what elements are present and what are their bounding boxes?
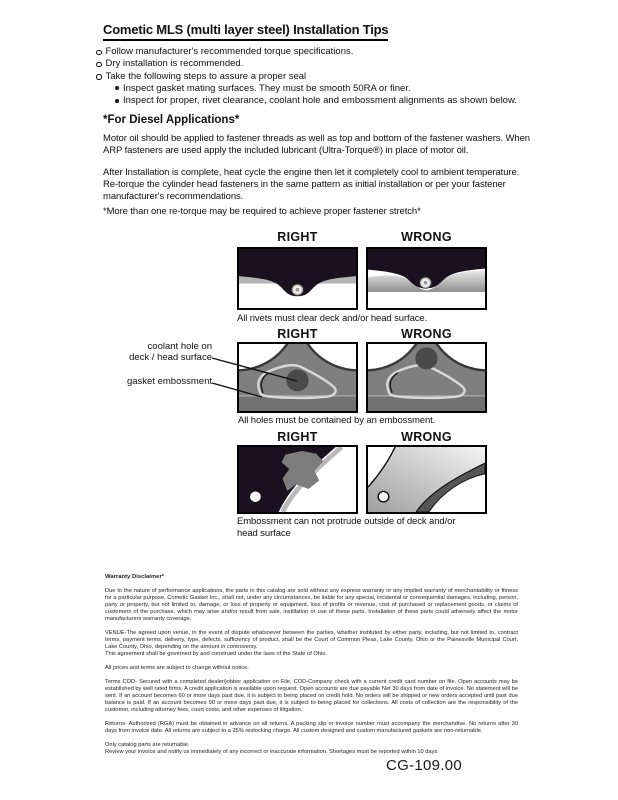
warranty-paragraph: Due to the nature of performance applications, the parts in this catalog are sold without any express warranty or any implied warranty of merchantability or fitness for a particular purpose. Cometic Gasket Inc., shall not, under any circumstances, be liable for any special, incidental or consequential damages, including, person, party or property, but not limited to, damage, or loss of property or equipment, loss of profits or revenue, cost of purchased or replacement goods, or claims of customers of the purchase, which may arise and/or result from sale, instillation or use of these parts. Installation of these parts could adversely affect the motor manufacturers warranty coverage. [105,588,518,622]
warranty-disclaimer-heading: Warranty Disclaimer* [105,574,165,580]
below-deck-area [368,292,485,308]
figure3-right-box [237,445,358,514]
embossment-protrusion-wrong-diagram [368,447,485,512]
rivet-clearance-wrong-diagram [368,249,485,308]
figure3-wrong-box [366,445,487,514]
figure1-wrong-header: WRONG [401,230,452,244]
filled-bullet-icon [115,99,119,103]
figure1-right-header: RIGHT [277,230,318,244]
tip-text: Take the following steps to assure a proper seal [105,70,307,82]
sub-tip-item [115,95,566,107]
figure2-caption: All holes must be contained by an embossment. [238,415,436,426]
leader-lines [205,340,365,420]
rivet-center [424,281,428,285]
retorque-note: *More than one re-torque may be required to achieve proper fastener stretch* [103,206,421,217]
terms-cod-paragraph: Terms COD- Secured with a completed dealer/jobber application on File, COD-Company check with a current credit card number on file. Open accounts may be established by well rated firms. A credit application is available upon request. Open accounts are due payable Net 30 days from date of invoice. No statement will be sent. If an account becomes 60 or more days past due, it is subject to being placed on credit hold. No orders will be shipped or new orders accepted until past due balance is paid. If an account becomes 90 or more days past due, it is subject to being placed for collections. All costs of collection are the responsibility of the customer, including attorney fees, court costs, and other expenses of litigation. [105,679,518,713]
figure3-wrong-header: WRONG [401,430,452,444]
hole-containment-wrong-diagram [368,344,485,411]
figure1-right-box [237,247,358,310]
diesel-applications-heading: *For Diesel Applications* [103,114,240,126]
figure1-wrong-box [366,247,487,310]
tip-item [96,71,566,83]
catalog-parts-line: Only catalog parts are returnable. [105,742,190,748]
governing-law-line: This agreement shall be governed by and construed under the laws of the State of Ohio. [105,651,327,657]
figure2-right-header: RIGHT [277,327,318,341]
coolant-hole-label: coolant hole on deck / head surface [129,341,212,363]
bolt-hole [378,491,389,502]
page-code: CG-109.00 [386,757,463,774]
tip-text: Dry installation is recommended. [105,58,244,70]
gasket-edge-highlight [368,395,485,396]
open-bullet-icon [96,74,102,80]
embossment-protrusion-right-diagram [239,447,356,512]
figure2-wrong-box [366,342,487,413]
embossment-leader-line [212,383,262,397]
coolant-hole-leader-line [212,358,297,381]
figure2-wrong-header: WRONG [401,327,452,341]
prices-terms-line: All prices and terms are subject to change without notice. [105,665,249,671]
sub-tip-item [115,83,566,95]
open-bullet-icon [96,50,102,56]
diesel-paragraph-1: Motor oil should be applied to fastener threads as well as top and bottom of the fastener washers. When ARP fasteners are used apply the included lubricant (Ultra-Torque®) in place of motor oil. [103,133,530,156]
coolant-hole-outside-embossment [415,347,437,369]
bolt-hole [250,491,261,502]
installation-tips-list [96,46,566,107]
open-bullet-icon [96,62,102,68]
rivet-clearance-right-diagram [239,249,356,308]
returns-paragraph: Returns- Authorized (RGA) must be obtained in advance on all returns. A packing slip or invoice number must accompany the merchandise. No returns after 30 days from invoice date. All returns are subject to a 25% restocking charge. All custom designed and custom manufactured gaskets are non-returnable. [105,721,518,734]
filled-bullet-icon [115,86,119,90]
figure3-right-header: RIGHT [277,430,318,444]
diesel-paragraph-2: After Installation is complete, heat cycle the engine then let it completely cool to ambient temperature. Re-torque the cylinder head fasteners in the same pattern as initial installation or per your fastener manufacturer's recommendations. [103,167,520,202]
sub-tip-text: Inspect for proper, rivet clearance, coolant hole and embossment alignments as shown below. [123,95,517,107]
gasket-embossment-label: gasket embossment [126,376,212,387]
sub-tip-text: Inspect gasket mating surfaces. They must be smooth 50RA or finer. [123,82,411,94]
page-title: Cometic MLS (multi layer steel) Installation Tips [103,22,388,41]
tip-item [96,46,566,58]
venue-paragraph: VENUE-The agreed upon venue, in the event of dispute whatsoever between the parties, whether instituted by either party, including, but not limited to, contract terms, payment terms, delivery, type, defects, sufficiency of product, shall be the Court of Common Pleas, Lake County, Ohio or the Painesville Municipal Court, Lake County, Ohio, depending on the amount in controversy. [105,630,518,650]
tip-item [96,58,566,70]
rivet-center [295,288,299,292]
warranty-disclaimer-block [105,574,518,756]
invoice-review-line: Review your invoice and notify us immediately of any incorrect or inaccurate information. Shortages must be reported within 10 days. [105,749,439,755]
tip-text: Follow manufacturer's recommended torque specifications. [105,46,354,57]
figure3-caption: Embossment can not protrude outside of deck and/or head surface [237,516,456,539]
figure1-caption: All rivets must clear deck and/or head surface. [237,313,428,324]
